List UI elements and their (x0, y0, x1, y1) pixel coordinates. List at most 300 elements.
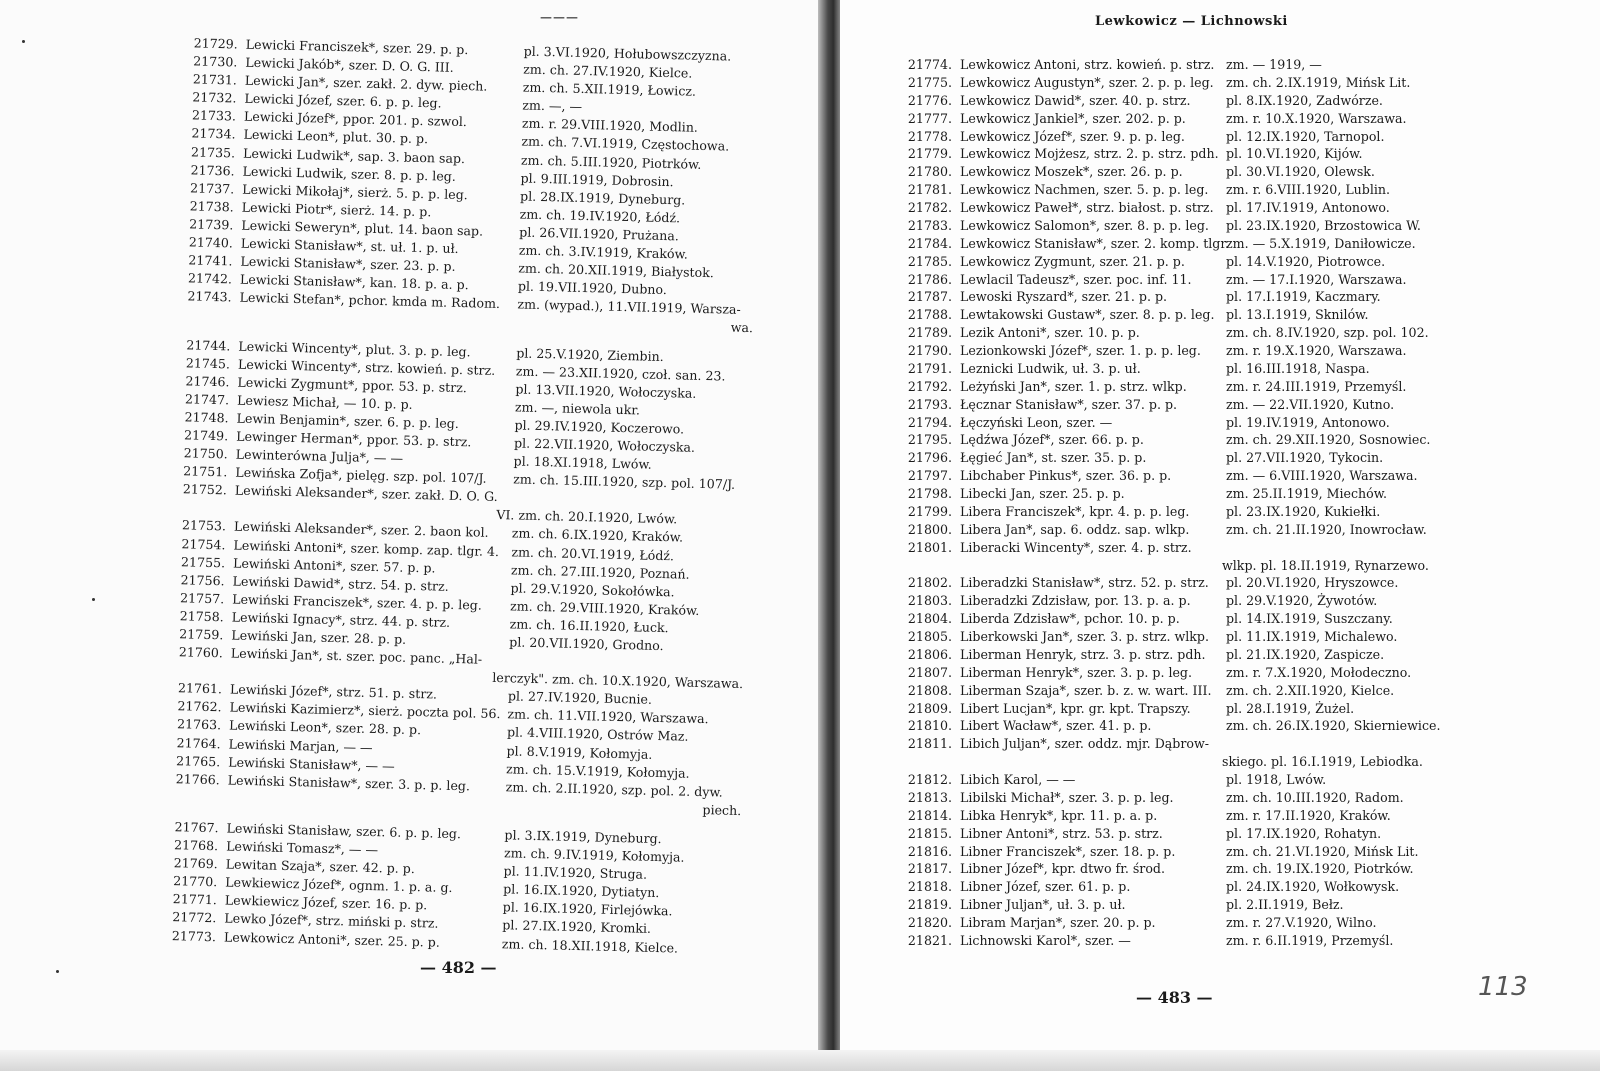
entry-number: 21798. (907, 486, 952, 501)
register-entry (890, 521, 1580, 539)
entry-fate-date-place: pl. 24.IX.1920, Wołkowysk. (1226, 879, 1400, 895)
entry-name-rank-unit: Lewkowicz Stanisław*, szer. 2. komp. tlgr. (960, 235, 1230, 251)
entry-name-rank-unit: Lezionkowski Józef*, szer. 1. p. p. leg. (960, 343, 1201, 358)
entry-name-rank-unit: Lewinger Herman*, ppor. 53. p. strz. (236, 428, 472, 450)
entry-fate-date-place: zm. ch. 26.IX.1920, Skierniewice. (1226, 718, 1441, 734)
entry-fate-date-place: zm. ch. 6.IX.1920, Kraków. (511, 525, 684, 545)
entry-fate-date-place: pl. 8.V.1919, Kołomyja. (506, 742, 653, 762)
register-entry (890, 56, 1580, 74)
entry-number: 21749. (183, 427, 229, 444)
entry-fate-date-place: pl. 17.IX.1920, Rohatyn. (1226, 825, 1382, 841)
entry-number: 21739. (189, 216, 234, 233)
entry-name-rank-unit: Libert Wacław*, szer. 41. p. p. (960, 718, 1152, 734)
entry-number: 21752. (182, 481, 228, 498)
entry-number: 21800. (907, 521, 952, 537)
entry-name-rank-unit: Lewicki Leon*, plut. 30. p. p. (243, 127, 429, 147)
register-entry (890, 74, 1580, 92)
entry-number: 21760. (178, 644, 224, 661)
entry-number: 21778. (907, 128, 952, 144)
entry-name-rank-unit: Lewkiewicz Józef*, ognm. 1. p. a. g. (225, 874, 453, 896)
entry-name-rank-unit: Libecki Jan, szer. 25. p. p. (960, 486, 1125, 501)
register-entry (890, 396, 1580, 414)
entry-name-rank-unit: Lewicki Piotr*, sierż. 14. p. p. (241, 199, 432, 220)
entry-number: 21759. (179, 626, 224, 643)
entry-number: 21743. (187, 288, 232, 305)
entry-name-rank-unit: Leżyński Jan*, szer. 1. p. strz. wlkp. (960, 378, 1187, 394)
entry-fate-date-place: zm. ch. 21.VI.1920, Mińsk Lit. (1226, 843, 1419, 859)
entry-number: 21805. (907, 629, 952, 644)
entry-name-rank-unit: Lewko Józef*, strz. miński p. strz. (224, 910, 439, 932)
entry-name-rank-unit: Liberkowski Jan*, szer. 3. p. strz. wlkp. (960, 629, 1209, 644)
entry-name-rank-unit: Lewkowicz Antoni, strz. kowień. p. strz. (960, 57, 1215, 72)
entry-name-rank-unit: Lewkowicz Paweł*, strz. białost. p. strz. (960, 200, 1214, 215)
register-entry (890, 199, 1580, 217)
entry-number: 21731. (192, 71, 238, 88)
entry-name-rank-unit: Lewiński Jan*, st. szer. poc. panc. „Hal- (230, 645, 483, 667)
entry-fate-date-place: pl. 17.I.1919, Kaczmary. (1226, 289, 1381, 305)
entry-number: 21773. (171, 927, 217, 944)
entry-number: 21785. (907, 253, 952, 269)
entry-name-rank-unit: Lewiński Antoni*, szer. komp. zap. tlgr. 4. (233, 537, 500, 559)
entry-name-rank-unit: Łęgieć Jan*, st. szer. 35. p. p. (960, 450, 1147, 466)
entry-name-rank-unit: Lewkowicz Józef*, szer. 9. p. p. leg. (960, 128, 1185, 144)
entry-name-rank-unit: Lewinterówna Julja*, — — (235, 446, 404, 466)
register-entry (890, 825, 1580, 843)
entry-name-rank-unit: Libner Antoni*, strz. 53. p. strz. (960, 825, 1163, 841)
entry-number: 21758. (179, 608, 224, 625)
entry-fate-date-place: zm. —, niewola ukr. (514, 399, 641, 418)
entry-number: 21816. (907, 843, 952, 859)
entry-number: 21770. (173, 873, 218, 890)
entry-fate-date-place: pl. 30.VI.1920, Olewsk. (1226, 164, 1375, 180)
entry-number: 21783. (907, 217, 952, 233)
entry-fate-date-place: zm. 25.II.1919, Miechów. (1226, 486, 1388, 501)
entry-fate-date-place: zm. ch. 7.VI.1919, Częstochowa. (521, 133, 730, 155)
entry-fate-date-place: zm. — 5.X.1919, Daniłowicze. (1226, 235, 1416, 251)
entry-fate-date-place: pl. 29.IV.1920, Koczerowo. (514, 417, 685, 437)
entry-number: 21779. (907, 146, 952, 162)
entry-number: 21768. (173, 837, 219, 854)
register-entry (890, 717, 1580, 735)
entry-fate-date-place: pl. 27.IV.1920, Bucnie. (507, 688, 653, 708)
entry-fate-date-place: pl. 3.IX.1919, Dyneburg. (504, 827, 662, 847)
entry-fate-date-place: zm. ch. 19.IV.1920, Łódź. (519, 206, 681, 226)
register-entry (890, 896, 1580, 914)
entry-name-rank-unit: Lewiński Franciszek*, szer. 4. p. p. leg. (232, 591, 483, 613)
entry-number: 21774. (907, 57, 952, 72)
register-entry (890, 503, 1580, 521)
entry-fate-date-place: pl. 29.V.1920, Sokołówka. (510, 580, 675, 600)
entry-number: 21797. (907, 468, 952, 484)
entry-fate-date-place: pl. 17.IV.1919, Antonowo. (1226, 200, 1390, 215)
right-page (840, 0, 1600, 1071)
entry-fate-date-place: pl. 27.IX.1920, Kromki. (502, 917, 652, 937)
entry-number: 21784. (907, 235, 952, 251)
entry-number: 21740. (188, 234, 234, 251)
entry-fate-date-place: zm. ch. 27.IV.1920, Kielce. (523, 61, 693, 81)
entry-number: 21788. (907, 307, 952, 323)
entry-number: 21780. (907, 164, 952, 180)
entry-fate-date-place: zm. r. 19.X.1920, Warszawa. (1226, 343, 1407, 358)
entry-fate-date-place: zm. ch. 27.III.1920, Poznań. (510, 561, 690, 582)
entry-fate-date-place: pl. 19.IV.1919, Antonowo. (1226, 414, 1390, 430)
entry-number: 21792. (907, 378, 952, 394)
entry-fate-date-place: zm. — 22.VII.1920, Kutno. (1226, 396, 1395, 412)
entry-fate-date-place: pl. 9.III.1919, Dobrosin. (520, 170, 674, 189)
register-entry (890, 789, 1580, 807)
register-entry (890, 771, 1580, 789)
entry-name-rank-unit: Lewicki Wincenty*, strz. kowień. p. strz. (237, 356, 496, 378)
entry-number: 21793. (907, 396, 952, 412)
entry-name-rank-unit: Lewicki Stanisław*, kan. 18. p. a. p. (239, 271, 469, 293)
register-entry (890, 324, 1580, 342)
entry-fate-date-place: pl. 1918, Lwów. (1226, 772, 1327, 787)
scan-speck (56, 970, 59, 973)
entry-number: 21765. (175, 752, 221, 769)
entry-name-rank-unit: Lewicki Wincenty*, plut. 3. p. p. leg. (238, 338, 471, 359)
entry-name-rank-unit: Lewkowicz Jankiel*, szer. 202. p. p. (960, 110, 1186, 126)
register-entry (890, 807, 1580, 825)
entry-name-rank-unit: Libram Marjan*, szer. 20. p. p. (960, 915, 1156, 930)
entry-name-rank-unit: Liberacki Wincenty*, szer. 4. p. strz. (960, 539, 1192, 555)
entry-number: 21781. (907, 182, 952, 198)
entry-number: 21799. (907, 503, 952, 519)
entry-number: 21733. (191, 107, 237, 124)
entry-fate-date-place: pl. 14.IX.1919, Suszczany. (1226, 611, 1393, 627)
entry-fate-date-place: pl. 10.VI.1920, Kijów. (1226, 146, 1363, 162)
entry-name-rank-unit: Lewicki Mikołaj*, sierż. 5. p. p. leg. (242, 181, 468, 202)
entry-fate-date-place: zm. ch. 21.II.1920, Inowrocław. (1226, 521, 1427, 537)
entry-name-rank-unit: Libich Juljan*, szer. oddz. mjr. Dąbrow- (960, 736, 1209, 752)
entry-fate-date-place: zm. — 17.I.1920, Warszawa. (1226, 271, 1407, 287)
entry-name-rank-unit: Lewiński Aleksander*, szer. 2. baon kol. (233, 519, 489, 541)
entry-fate-date-place: pl. 4.VIII.1920, Ostrów Maz. (506, 724, 689, 745)
entry-name-rank-unit: Lewicki Stanisław*, st. uł. 1. p. uł. (240, 235, 459, 256)
right-running-head: Lewkowicz — Lichnowski (1095, 14, 1288, 29)
entry-name-rank-unit: Liberadzki Zdzisław, por. 13. p. a. p. (960, 593, 1191, 609)
entry-name-rank-unit: Libera Jan*, sap. 6. oddz. sap. wlkp. (960, 521, 1190, 537)
register-entry (890, 932, 1580, 950)
entry-fate-date-place: zm. ch. 2.XII.1920, Kielce. (1226, 682, 1395, 698)
entry-fate-date-place: zm. r. 17.II.1920, Kraków. (1226, 807, 1391, 823)
entry-number: 21753. (181, 517, 227, 534)
entry-continuation: wa. (730, 319, 754, 336)
entry-name-rank-unit: Lewiesz Michał, — 10. p. p. (236, 392, 413, 412)
entry-fate-date-place: zm. ch. 19.IX.1920, Piotrków. (1226, 861, 1414, 877)
entry-fate-date-place: pl. 28.IX.1919, Dyneburg. (519, 188, 686, 208)
register-entry (890, 128, 1580, 146)
left-running-head: ——— (540, 10, 579, 24)
entry-name-rank-unit: Lewicki Jakób*, szer. D. O. G. III. (245, 54, 454, 75)
entry-fate-date-place: zm. (wypad.), 11.VII.1919, Warsza- (517, 296, 741, 318)
entry-number: 21761. (177, 680, 223, 697)
entry-name-rank-unit: Lewkiewicz Józef, szer. 16. p. p. (224, 892, 428, 913)
entry-number: 21729. (193, 35, 238, 52)
entry-fate-date-place: pl. 18.XI.1918, Lwów. (513, 453, 652, 472)
entry-fate-date-place: zm. —, — (522, 97, 583, 115)
entry-name-rank-unit: Lewlacil Tadeusz*, szer. poc. inf. 11. (960, 271, 1192, 287)
entry-fate-date-place: pl. 20.VI.1920, Hryszowce. (1226, 575, 1399, 591)
entry-number: 21732. (192, 89, 237, 106)
entry-number: 21808. (907, 682, 952, 698)
entry-fate-date-place: zm. r. 27.V.1920, Wilno. (1226, 915, 1377, 930)
entry-fate-date-place: pl. 23.IX.1920, Brzostowica W. (1226, 217, 1421, 233)
right-page-number: — 483 — (1136, 988, 1213, 1007)
entry-fate-date-place: pl. 13.I.1919, Sknilów. (1226, 307, 1369, 323)
entry-fate-date-place: zm. ch. 20.VI.1919, Łódź. (511, 543, 675, 563)
entry-number: 21763. (176, 716, 222, 733)
entry-fate-date-place: pl. 19.VII.1920, Dubno. (517, 278, 668, 298)
register-entry (890, 163, 1580, 181)
entry-number: 21745. (185, 354, 231, 372)
entry-number: 21742. (187, 270, 233, 287)
entry-fate-date-place: zm. ch. 15.III.1920, szp. pol. 107/J. (513, 471, 736, 492)
entry-number: 21801. (907, 539, 952, 555)
entry-number: 21755. (180, 553, 226, 570)
register-entry (890, 145, 1580, 163)
entry-number: 21737. (189, 180, 235, 197)
entry-name-rank-unit: Lewicki Stefan*, pchor. kmda m. Radom. (239, 289, 501, 312)
entry-fate-date-place: pl. 16.IX.1920, Firlejówka. (502, 899, 673, 919)
entry-number: 21820. (907, 915, 952, 930)
entry-fate-date-place: zm. ch. 8.IV.1920, szp. pol. 102. (1226, 325, 1429, 341)
register-entry (890, 700, 1580, 718)
entry-name-rank-unit: Lewicki Ludwik*, sap. 3. baon sap. (242, 145, 466, 166)
entry-number: 21741. (188, 252, 233, 269)
entry-number: 21751. (183, 463, 228, 480)
entry-fate-date-place: zm. ch. 10.III.1920, Radom. (1226, 789, 1404, 805)
scan-bottom-edge (0, 1050, 1600, 1071)
entry-name-rank-unit: Lewitan Szaja*, szer. 42. p. p. (225, 856, 416, 877)
entry-number: 21789. (907, 325, 952, 341)
entry-number: 21813. (907, 789, 952, 805)
entry-fate-date-place: zm. ch. 9.IV.1919, Kołomyja. (503, 845, 685, 865)
entry-fate-date-place: pl. 8.IX.1920, Zadwórze. (1226, 92, 1383, 108)
entry-number: 21750. (183, 445, 228, 462)
entry-name-rank-unit: Lewiński Kazimierz*, sierż. poczta pol. 56. (229, 699, 501, 722)
entry-name-rank-unit: Libka Henryk*, kpr. 11. p. a. p. (960, 807, 1158, 823)
entry-name-rank-unit: Lewiński Antoni*, szer. 57. p. p. (232, 555, 436, 576)
register-entry (890, 110, 1580, 128)
entry-number: 21782. (907, 200, 952, 215)
entry-fate-date-place: pl. 16.III.1918, Naspa. (1226, 360, 1370, 376)
register-entry (890, 914, 1580, 932)
entry-name-rank-unit: Liberman Henryk, strz. 3. p. strz. pdh. (960, 646, 1206, 662)
entry-fate-date-place: pl. 29.V.1920, Żywotów. (1226, 593, 1378, 609)
register-entry (890, 860, 1580, 878)
entry-fate-date-place: pl. 12.IX.1920, Tarnopol. (1226, 128, 1385, 144)
entry-number: 21746. (185, 373, 230, 390)
entry-name-rank-unit: Liberman Szaja*, szer. b. z. w. wart. III. (960, 682, 1212, 698)
entry-name-rank-unit: Lewicki Zygmunt*, ppor. 53. p. strz. (237, 374, 468, 395)
register-entry (890, 485, 1580, 503)
entry-fate-date-place: zm. r. 7.X.1920, Mołodeczno. (1226, 664, 1412, 680)
entry-name-rank-unit: Liberman Henryk*, szer. 3. p. p. leg. (960, 664, 1192, 680)
entry-name-rank-unit: Lewiński Leon*, szer. 28. p. p. (228, 717, 422, 738)
entry-fate-date-place: zm. ch. 2.II.1920, szp. pol. 2. dyw. (505, 779, 723, 800)
entry-name-rank-unit: Libera Franciszek*, kpr. 4. p. p. leg. (960, 503, 1190, 519)
register-entry (890, 217, 1580, 235)
register-entry (890, 342, 1580, 360)
entry-number: 21772. (172, 909, 217, 926)
entry-name-rank-unit: Lewińska Zofja*, pielęg. szp. pol. 107/J. (235, 464, 487, 486)
entry-name-rank-unit: Lewiński Tomasz*, — — (225, 838, 379, 858)
entry-number: 21776. (907, 92, 952, 108)
entry-name-rank-unit: Lewicki Franciszek*, szer. 29. p. p. (245, 36, 469, 58)
entry-continuation: skiego. pl. 16.I.1919, Lebiodka. (1222, 754, 1423, 770)
entry-number: 21807. (907, 664, 952, 680)
entry-name-rank-unit: Lewiński Aleksander*, szer. zakł. D. O. G. (234, 482, 498, 505)
entry-name-rank-unit: Liberda Zdzisław*, pchor. 10. p. p. (960, 611, 1180, 627)
entry-fate-date-place: zm. — 23.XII.1920, czoł. san. 23. (515, 363, 726, 384)
entry-fate-date-place: pl. 23.IX.1920, Kukiełki. (1226, 503, 1381, 519)
entry-fate-date-place: zm. ch. 5.XII.1919, Łowicz. (522, 79, 697, 99)
entry-name-rank-unit: Lewkowicz Moszek*, szer. 26. p. p. (960, 164, 1183, 180)
entry-fate-date-place: pl. 26.VII.1920, Prużana. (519, 224, 680, 244)
left-entry-list (154, 34, 816, 960)
entry-number: 21762. (177, 698, 222, 715)
entry-number: 21748. (184, 409, 229, 426)
entry-name-rank-unit: Lewkowicz Antoni*, szer. 25. p. p. (223, 928, 441, 950)
entry-fate-date-place: pl. 27.VII.1920, Tykocin. (1226, 450, 1384, 466)
entry-number: 21767. (174, 819, 219, 836)
entry-number: 21818. (907, 879, 952, 895)
entry-number: 21754. (181, 535, 226, 552)
register-entry (890, 592, 1580, 610)
register-entry (890, 253, 1580, 271)
entry-fate-date-place: zm. ch. 29.XII.1920, Sosnowiec. (1226, 432, 1431, 448)
entry-number: 21804. (907, 611, 952, 627)
entry-number: 21810. (907, 718, 952, 734)
entry-name-rank-unit: Leznicki Ludwik, uł. 3. p. uł. (960, 360, 1141, 376)
entry-number: 21794. (907, 414, 952, 430)
entry-number: 21811. (907, 736, 952, 752)
entry-number: 21790. (907, 343, 952, 358)
entry-name-rank-unit: Lewiński Stanisław*, szer. 3. p. p. leg. (227, 772, 471, 794)
entry-name-rank-unit: Lewkowicz Dawid*, szer. 40. p. strz. (960, 92, 1191, 108)
entry-name-rank-unit: Lewiński Stanisław, szer. 6. p. p. leg. (226, 820, 462, 842)
entry-name-rank-unit: Lewicki Stanisław*, szer. 23. p. p. (240, 253, 456, 275)
entry-name-rank-unit: Lewicki Jan*, szer. zakł. 2. dyw. piech. (244, 72, 488, 94)
register-entry (890, 378, 1580, 396)
entry-continuation: piech. (702, 801, 742, 818)
register-entry (890, 181, 1580, 199)
entry-number: 21815. (907, 825, 952, 841)
entry-fate-date-place: pl. 20.VII.1920, Grodno. (509, 634, 664, 654)
register-entry (890, 467, 1580, 485)
entry-name-rank-unit: Libner Józef*, kpr. dtwo fr. środ. (960, 861, 1165, 877)
register-entry (890, 610, 1580, 628)
register-entry (890, 288, 1580, 306)
register-entry (890, 628, 1580, 646)
register-entry (890, 271, 1580, 289)
entry-name-rank-unit: Łęczyński Leon, szer. — (960, 414, 1113, 430)
register-entry (890, 574, 1580, 592)
entry-fate-date-place: zm. r. 6.II.1919, Przemyśl. (1226, 932, 1394, 948)
entry-number: 21803. (907, 593, 952, 609)
entry-number: 21766. (175, 770, 220, 788)
entry-number: 21786. (907, 271, 952, 287)
entry-name-rank-unit: Lewiński Józef*, strz. 51. p. strz. (229, 681, 438, 702)
entry-name-rank-unit: Lewkowicz Mojżesz, strz. 2. p. strz. pdh. (960, 146, 1219, 162)
register-entry (890, 735, 1580, 771)
entry-fate-date-place: pl. 3.VI.1920, Hołubowszczyzna. (523, 43, 732, 64)
entry-number: 21777. (907, 110, 952, 126)
register-entry (890, 646, 1580, 664)
entry-number: 21756. (180, 571, 225, 589)
entry-name-rank-unit: Lewkowicz Salomon*, szer. 8. p. p. leg. (960, 217, 1209, 233)
entry-name-rank-unit: Lewiński Dawid*, strz. 54. p. strz. (232, 573, 449, 594)
entry-fate-date-place: pl. 13.VII.1920, Wołoczyska. (515, 381, 697, 401)
register-entry (890, 878, 1580, 896)
entry-fate-date-place: pl. 2.II.1919, Bełz. (1226, 897, 1344, 913)
left-page-number: — 482 — (420, 958, 497, 977)
entry-number: 21738. (189, 198, 234, 215)
entry-number: 21814. (907, 807, 952, 823)
entry-continuation: VI. zm. ch. 20.I.1920, Lwów. (496, 507, 678, 527)
entry-fate-date-place: zm. ch. 2.IX.1919, Mińsk Lit. (1226, 74, 1411, 90)
entry-name-rank-unit: Lewicki Józef*, ppor. 201. p. szwol. (243, 109, 468, 130)
entry-name-rank-unit: Lewicki Seweryn*, plut. 14. baon sap. (241, 217, 484, 239)
register-entry (890, 360, 1580, 378)
entry-fate-date-place: zm. r. 10.X.1920, Warszawa. (1226, 110, 1407, 126)
entry-fate-date-place: zm. ch. 20.XII.1919, Białystok. (518, 260, 715, 281)
entry-fate-date-place: pl. 11.IX.1919, Michalewo. (1226, 629, 1398, 644)
entry-name-rank-unit: Lewiński Ignacy*, strz. 44. p. strz. (231, 609, 451, 630)
entry-number: 21735. (190, 143, 236, 161)
entry-fate-date-place: pl. 14.V.1920, Piotrowce. (1226, 253, 1386, 269)
entry-continuation: wlkp. pl. 18.II.1919, Rynarzewo. (1222, 557, 1429, 573)
entry-number: 21819. (907, 897, 952, 913)
entry-name-rank-unit: Libert Lucjan*, kpr. gr. kpt. Trapszy. (960, 700, 1191, 716)
entry-number: 21771. (172, 891, 218, 908)
entry-fate-date-place: zm. ch. 15.V.1919, Kołomyja. (505, 760, 690, 781)
register-entry (890, 431, 1580, 449)
entry-name-rank-unit: Lewiński Marjan, — — (228, 736, 373, 755)
handwritten-folio-note: 113 (1478, 972, 1528, 1002)
entry-number: 21734. (191, 125, 236, 142)
entry-name-rank-unit: Lewiński Stanisław*, — — (228, 754, 395, 774)
right-entry-list (890, 56, 1580, 950)
entry-number: 21809. (907, 700, 952, 716)
entry-number: 21744. (186, 336, 231, 353)
entry-fate-date-place: pl. 25.V.1920, Ziembin. (516, 344, 664, 364)
entry-number: 21736. (190, 162, 235, 179)
entry-name-rank-unit: Libner Józef, szer. 61. p. p. (960, 879, 1131, 895)
entry-name-rank-unit: Lezik Antoni*, szer. 10. p. p. (960, 325, 1140, 341)
entry-fate-date-place: pl. 22.VII.1920, Wołoczyska. (513, 435, 696, 455)
entry-fate-date-place: zm. r. 29.VIII.1920, Modlin. (521, 115, 699, 136)
entry-fate-date-place: zm. ch. 16.II.1920, Łuck. (509, 616, 669, 636)
entry-fate-date-place: zm. ch. 29.VIII.1920, Kraków. (509, 598, 700, 618)
entry-name-rank-unit: Libner Franciszek*, szer. 18. p. p. (960, 843, 1176, 859)
entry-name-rank-unit: Lewin Benjamin*, szer. 6. p. p. leg. (236, 410, 460, 431)
entry-fate-date-place: zm. r. 6.VIII.1920, Lublin. (1226, 182, 1391, 198)
scan-speck (22, 40, 25, 43)
entry-name-rank-unit: Łęcznar Stanisław*, szer. 37. p. p. (960, 396, 1178, 412)
entry-number: 21764. (176, 734, 221, 751)
entry-name-rank-unit: Lewiński Jan, szer. 28. p. p. (231, 627, 407, 647)
entry-fate-date-place: pl. 21.IX.1920, Zaspicze. (1226, 646, 1385, 662)
entry-name-rank-unit: Lewkowicz Zygmunt, szer. 21. p. p. (960, 253, 1185, 269)
register-entry (890, 449, 1580, 467)
entry-fate-date-place: zm. r. 24.III.1919, Przemyśl. (1226, 378, 1407, 394)
entry-name-rank-unit: Lichnowski Karol*, szer. — (960, 932, 1131, 948)
entry-fate-date-place: zm. ch. 11.VII.1920, Warszawa. (507, 706, 709, 727)
entry-continuation: lerczyk". zm. ch. 10.X.1920, Warszawa. (492, 670, 744, 692)
entry-name-rank-unit: Libchaber Pinkus*, szer. 36. p. p. (960, 468, 1172, 484)
entry-number: 21757. (179, 590, 225, 607)
